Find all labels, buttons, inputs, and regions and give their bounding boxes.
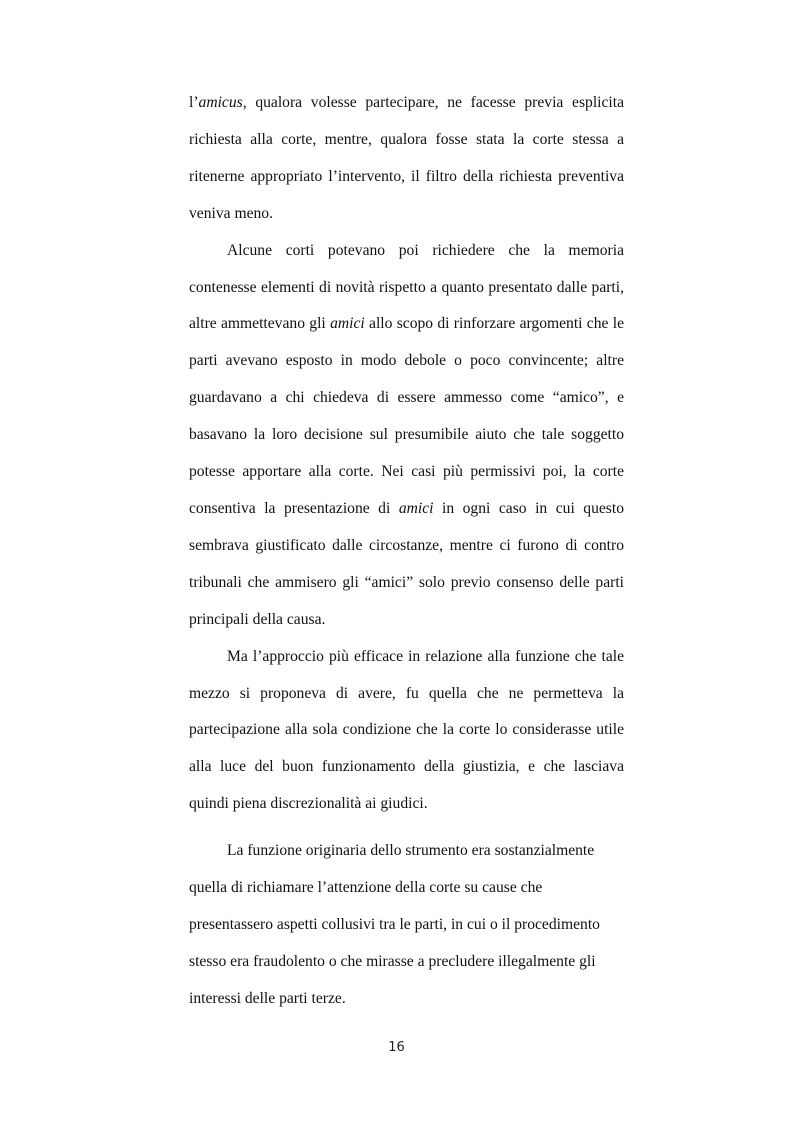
paragraph	[189, 639, 624, 824]
text-run: La funzione originaria dello strumento era sostanzialmente quella di richiamare l’attenzione della corte su cause che presentassero aspetti collusivi tra le parti, in cui o il procedimento stesso era fraudolento o che mirasse a precludere illegalmente gli interessi delle parti terze.	[189, 842, 600, 1007]
paragraph	[189, 833, 624, 1018]
text-run: l’	[189, 94, 199, 111]
secondary-text-block	[189, 833, 624, 1018]
text-run: allo scopo di rinforzare argomenti che le parti avevano esposto in modo debole o poco convincente; altre guardavano a chi chiedeva di essere ammesso come “amico”, e basavano la loro decisione sul presumibile aiuto che tale soggetto potesse apportare alla corte. Nei casi più permissivi poi, la corte consentiva la presentazione di	[189, 315, 624, 517]
italic-term: amici	[330, 315, 365, 333]
italic-term: amici	[398, 499, 434, 517]
paragraph	[189, 85, 624, 233]
italic-term: amicus	[198, 94, 243, 111]
text-run: , qualora volesse partecipare, ne facesse previa esplicita richiesta alla corte, mentre, qualora fosse stata la corte stessa a ritenerne appropriato l’intervento, il filtro della richiesta preventiva veniva meno.	[189, 94, 624, 222]
text-run: in ogni caso in cui questo sembrava giustificato dalle circostanze, mentre ci furono di contro tribunali che ammisero gli “amici” solo previo consenso delle parti principali della causa.	[189, 499, 624, 628]
text-run: Alcune corti potevano poi richiedere che la memoria contenesse elementi di novità rispetto a quanto presentato dalle parti, altre ammettevano gli	[189, 241, 624, 333]
text-run: Ma l’approccio più efficace in relazione alla funzione che tale mezzo si proponeva di avere, fu quella che ne permetteva la partecipazione alla sola condizione che la corte lo considerasse utile alla luce del buon funzionamento della giustizia, e che lasciava quindi piena discrezionalità ai giudici.	[189, 647, 624, 813]
main-text-block	[189, 85, 624, 823]
paragraph	[189, 233, 624, 639]
page-number: 16	[388, 1040, 405, 1055]
